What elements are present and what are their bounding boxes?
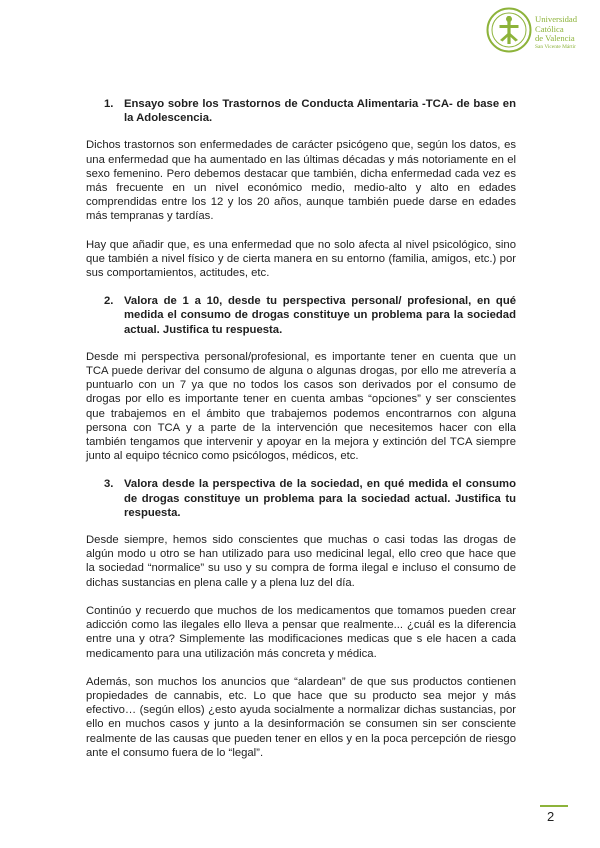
paragraph: Dichos trastornos son enfermedades de carácter psicógeno que, según los datos, es una enfermedad que ha aumentado en las últimas décadas y más notoriamente en el sexo femenino. Pero debemos destacar que también, dicha enfermedad cada vez es más frecuente en un nivel económico medio, medio-alto y alto en edades comprendidas entre los 12 y los 20 años, aunque también puede darse en edades más tempranas y tardías. [86,139,516,223]
paragraph: Continúo y recuerdo que muchos de los medicamentos que tomamos pueden crear adicción como las ilegales ello lleva a pensar que realmente... ¿cuál es la diferencia entre una y otra? Simplemente las modificaciones medicas que s ele hacen a cada medicamento para una utilización más concreta y médica. [86,604,516,660]
logo-line-1: Universidad [535,14,578,24]
question-1 [86,97,516,125]
document-body [86,97,516,760]
paragraph: Desde mi perspectiva personal/profesional, es importante tener en cuenta que un TCA puede derivar del consumo de alguna o algunas drogas, por ello me atrevería a puntuarlo con un 7 ya que no todos los casos son derivados por el consumo de drogas por ello es importante tener en cuenta ambas “opciones” y ser conscientes que trabajemos en el ámbito que trabajemos podemos encontrarnos con alguna persona con TCA y a parte de la intervención que necesitemos hacer con ella también tengamos que intervenir y apoyar en la mejora y extinción del TCA siempre junto al equipo técnico como psicólogos, médicos, etc. [86,350,516,463]
paragraph: Hay que añadir que, es una enfermedad que no solo afecta al nivel psicológico, sino que también a nivel físico y de cierta manera en su entorno (familia, amigos, etc.) por sus comportamientos, actitudes, etc. [86,238,516,280]
question-2 [86,294,516,337]
question-number: 3. [104,478,114,491]
university-emblem-icon [486,7,532,53]
question-text: Ensayo sobre los Trastornos de Conducta Alimentaria -TCA- de base en la Adolescencia. [124,98,516,125]
question-number: 1. [104,98,114,110]
question-text: Valora de 1 a 10, desde tu perspectiva personal/ profesional, en qué medida el consumo de drogas constituye un problema para la sociedad actual. Justifica tu respuesta. [124,295,516,336]
university-logo [486,7,596,55]
paragraph: Desde siempre, hemos sido conscientes que muchas o casi todas las drogas de algún modo u otro se han utilizado para uso medicinal legal, ello creo que hace que la sociedad “normalice” su uso y su compra de forma ilegal e incluso el consumo de dichas sustancias en plena calle y a plena luz del día. [86,534,516,589]
question-number: 2. [104,295,114,308]
logo-line-4: San Vicente Mártir [535,43,576,50]
paragraph: Además, son muchos los anuncios que “alardean” de que sus productos contienen propiedades de cannabis, etc. Lo que hace que su producto sea mejor y más efectivo… (según ellos) ¿esto ayuda socialmente a normalizar dichas sustancias, por ello en muchos casos y junto a la desinformación se consumen sin ser consciente realmente de las causas que pueden tener en ellos y en la poca percepción de riesgo ante el consumo fuera de lo “legal”. [86,675,516,759]
question-text: Valora desde la perspectiva de la sociedad, en qué medida el consumo de drogas constituye un problema para la sociedad actual. Justifica tu respuesta. [124,478,516,519]
page-number: 2 [547,809,555,824]
logo-line-2: Católica [535,23,564,34]
question-3 [86,477,516,520]
logo-line-3: de Valencia [535,33,575,44]
footer-divider [540,805,568,807]
logo-wordmark [535,15,597,51]
